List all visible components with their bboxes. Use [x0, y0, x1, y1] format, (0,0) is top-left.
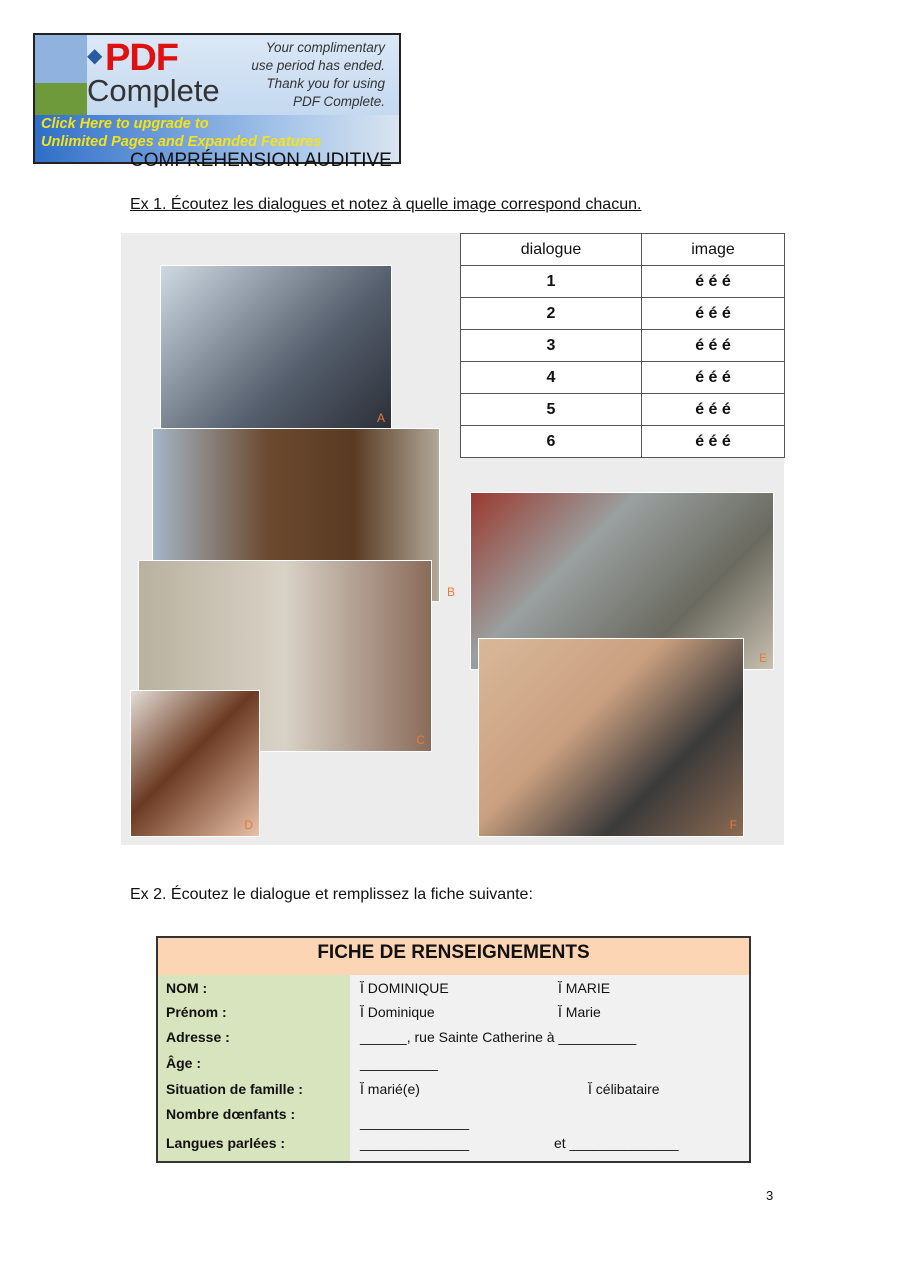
page-number: 3 — [766, 1188, 774, 1203]
dialogue-number: 5 — [461, 394, 642, 426]
photo-d — [130, 690, 260, 837]
form-row-age — [158, 1050, 749, 1076]
cta-line[interactable]: Unlimited Pages and Expanded Features — [41, 134, 322, 150]
section-title: COMPRÉHENSION AUDITIVE — [130, 150, 392, 171]
dialogue-number: 4 — [461, 362, 642, 394]
banner-photo — [35, 35, 87, 115]
banner-brand-top: PDF — [105, 37, 178, 79]
image-answer-field[interactable]: é é é — [642, 330, 785, 362]
image-answer-field[interactable]: é é é — [642, 426, 785, 458]
col-header-dialogue: dialogue — [461, 234, 642, 266]
photo-label: F — [729, 818, 737, 832]
field-label: NOM : — [166, 980, 208, 996]
pdf-complete-upgrade-banner[interactable] — [33, 33, 401, 164]
checkbox-option[interactable]: Ĭ Marie — [558, 1004, 601, 1020]
form-row-prenom — [158, 999, 749, 1025]
msg-line: PDF Complete. — [292, 94, 385, 109]
photo-a — [160, 265, 392, 430]
dialogue-number: 6 — [461, 426, 642, 458]
cta-line[interactable]: Click Here to upgrade to — [41, 116, 209, 132]
info-form — [156, 936, 751, 1163]
banner-brand-bottom: Complete — [87, 73, 220, 108]
exercise-2-instruction: Ex 2. Écoutez le dialogue et remplissez la fiche suivante: — [130, 886, 533, 903]
image-answer-field[interactable]: é é é — [642, 362, 785, 394]
checkbox-option[interactable]: Ĭ Dominique — [360, 1004, 435, 1020]
layers-icon: ◆ — [87, 45, 103, 67]
exercise-1-instruction: Ex 1. Écoutez les dialogues et notez à quelle image correspond chacun. — [130, 196, 642, 213]
photo-label: D — [244, 818, 253, 832]
form-row-enfants — [158, 1101, 749, 1130]
dialogue-number: 2 — [461, 298, 642, 330]
photo-label: B — [446, 585, 455, 599]
col-header-image: image — [642, 234, 785, 266]
checkbox-option[interactable]: Ĭ DOMINIQUE — [360, 980, 449, 996]
form-title: FICHE DE RENSEIGNEMENTS — [158, 938, 749, 975]
msg-line: Your complimentary — [265, 40, 385, 55]
photo-label: E — [758, 651, 767, 665]
dialogue-number: 1 — [461, 266, 642, 298]
table-row — [461, 266, 785, 298]
form-row-situation — [158, 1076, 749, 1102]
table-row — [461, 394, 785, 426]
msg-line: Thank you for using — [266, 76, 385, 91]
checkbox-option[interactable]: Ĭ marié(e) — [360, 1081, 420, 1097]
field-label: Nombre dœnfants : — [166, 1106, 296, 1122]
field-label: Langues parlées : — [166, 1135, 286, 1151]
image-answer-field[interactable]: é é é — [642, 298, 785, 330]
form-row-langues — [158, 1130, 749, 1156]
field-label: Âge : — [166, 1055, 201, 1071]
photo-label: A — [376, 411, 385, 425]
age-field[interactable]: __________ — [360, 1055, 438, 1071]
form-row-adresse — [158, 1024, 749, 1050]
field-label: Prénom : — [166, 1004, 227, 1020]
address-field[interactable]: ______, rue Sainte Catherine à __________ — [360, 1029, 637, 1045]
language-field[interactable]: et ______________ — [554, 1135, 679, 1151]
table-row — [461, 362, 785, 394]
language-field[interactable]: ______________ — [360, 1135, 470, 1151]
form-row-nom — [158, 975, 749, 1001]
image-answer-field[interactable]: é é é — [642, 394, 785, 426]
photo-f — [478, 638, 744, 837]
dialogue-image-table — [460, 233, 785, 458]
dialogue-number: 3 — [461, 330, 642, 362]
checkbox-option[interactable]: Ĭ célibataire — [588, 1081, 660, 1097]
field-label: Situation de famille : — [166, 1081, 303, 1097]
photo-label: C — [416, 733, 425, 747]
msg-line: use period has ended. — [251, 58, 385, 73]
checkbox-option[interactable]: Ĭ MARIE — [558, 980, 611, 996]
image-answer-field[interactable]: é é é — [642, 266, 785, 298]
table-row — [461, 298, 785, 330]
table-row — [461, 426, 785, 458]
field-label: Adresse : — [166, 1029, 230, 1045]
children-field[interactable]: ______________ — [360, 1114, 470, 1130]
table-row — [461, 330, 785, 362]
banner-message — [205, 39, 385, 111]
